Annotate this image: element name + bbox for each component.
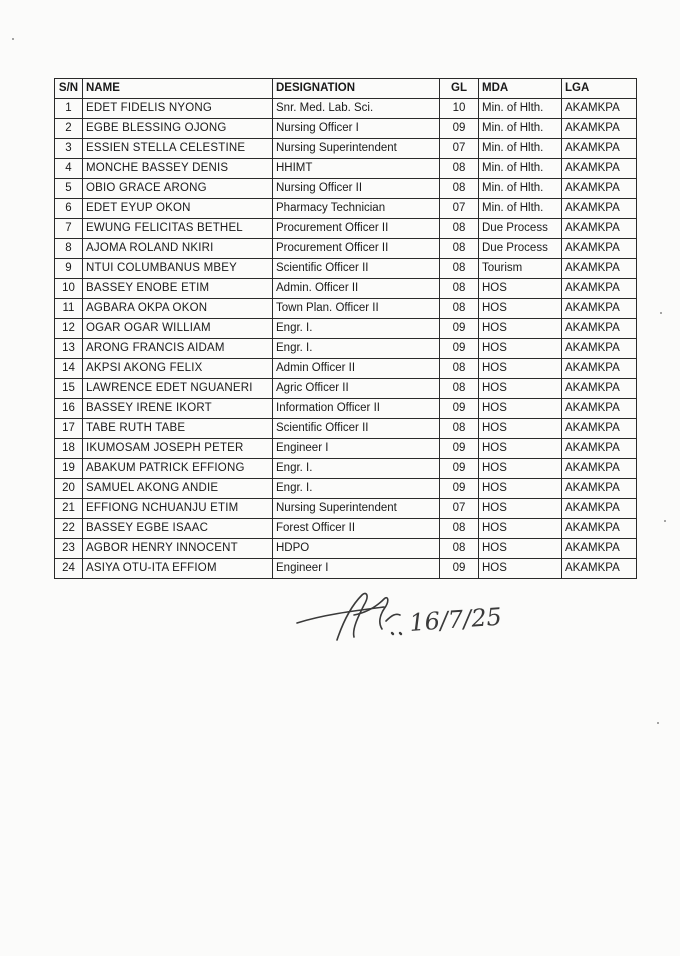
table-row: [55, 159, 637, 179]
cell-mda: HOS: [479, 539, 562, 559]
cell-lga: AKAMKPA: [562, 459, 637, 479]
cell-designation: Scientific Officer II: [273, 259, 440, 279]
cell-mda: HOS: [479, 439, 562, 459]
cell-name: EDET FIDELIS NYONG: [83, 99, 273, 119]
cell-lga: AKAMKPA: [562, 99, 637, 119]
cell-name: SAMUEL AKONG ANDIE: [83, 479, 273, 499]
cell-gl: 08: [440, 259, 479, 279]
table-row: [55, 239, 637, 259]
cell-designation: Engr. I.: [273, 319, 440, 339]
cell-gl: 10: [440, 99, 479, 119]
cell-name: MONCHE BASSEY DENIS: [83, 159, 273, 179]
table-row: [55, 379, 637, 399]
cell-designation: Nursing Officer II: [273, 179, 440, 199]
cell-designation: HDPO: [273, 539, 440, 559]
scan-speck: [660, 312, 662, 314]
handwritten-signature: [292, 585, 522, 655]
table-row: [55, 479, 637, 499]
cell-sn: 14: [55, 359, 83, 379]
cell-gl: 08: [440, 379, 479, 399]
cell-gl: 09: [440, 319, 479, 339]
cell-name: AJOMA ROLAND NKIRI: [83, 239, 273, 259]
cell-sn: 24: [55, 559, 83, 579]
cell-mda: HOS: [479, 339, 562, 359]
table-row: [55, 499, 637, 519]
cell-designation: Procurement Officer II: [273, 239, 440, 259]
cell-sn: 10: [55, 279, 83, 299]
cell-mda: HOS: [479, 399, 562, 419]
cell-designation: Pharmacy Technician: [273, 199, 440, 219]
table-row: [55, 559, 637, 579]
table-row: [55, 399, 637, 419]
cell-sn: 15: [55, 379, 83, 399]
cell-mda: HOS: [479, 459, 562, 479]
cell-mda: HOS: [479, 279, 562, 299]
cell-lga: AKAMKPA: [562, 119, 637, 139]
header-name: NAME: [83, 79, 273, 99]
cell-lga: AKAMKPA: [562, 339, 637, 359]
signature-date: 16/7/25: [408, 602, 503, 637]
cell-mda: Due Process: [479, 239, 562, 259]
cell-lga: AKAMKPA: [562, 219, 637, 239]
cell-mda: Min. of Hlth.: [479, 179, 562, 199]
cell-designation: Scientific Officer II: [273, 419, 440, 439]
cell-lga: AKAMKPA: [562, 319, 637, 339]
cell-mda: Min. of Hlth.: [479, 119, 562, 139]
cell-name: AKPSI AKONG FELIX: [83, 359, 273, 379]
scan-speck: [664, 520, 666, 522]
cell-gl: 07: [440, 499, 479, 519]
cell-sn: 6: [55, 199, 83, 219]
cell-gl: 09: [440, 459, 479, 479]
table-row: [55, 299, 637, 319]
cell-name: EDET EYUP OKON: [83, 199, 273, 219]
cell-gl: 08: [440, 519, 479, 539]
cell-name: ESSIEN STELLA CELESTINE: [83, 139, 273, 159]
cell-lga: AKAMKPA: [562, 519, 637, 539]
cell-name: OGAR OGAR WILLIAM: [83, 319, 273, 339]
cell-lga: AKAMKPA: [562, 479, 637, 499]
cell-mda: Tourism: [479, 259, 562, 279]
cell-mda: Due Process: [479, 219, 562, 239]
cell-gl: 09: [440, 559, 479, 579]
table-body: [55, 99, 637, 579]
cell-lga: AKAMKPA: [562, 139, 637, 159]
cell-name: IKUMOSAM JOSEPH PETER: [83, 439, 273, 459]
cell-lga: AKAMKPA: [562, 539, 637, 559]
cell-name: EGBE BLESSING OJONG: [83, 119, 273, 139]
cell-name: AGBARA OKPA OKON: [83, 299, 273, 319]
header-lga: LGA: [562, 79, 637, 99]
cell-mda: HOS: [479, 299, 562, 319]
cell-mda: Min. of Hlth.: [479, 99, 562, 119]
cell-gl: 08: [440, 219, 479, 239]
cell-designation: Information Officer II: [273, 399, 440, 419]
cell-designation: Nursing Officer I: [273, 119, 440, 139]
header-mda: MDA: [479, 79, 562, 99]
cell-designation: Engr. I.: [273, 459, 440, 479]
cell-gl: 09: [440, 399, 479, 419]
header-gl: GL: [440, 79, 479, 99]
cell-sn: 1: [55, 99, 83, 119]
cell-sn: 17: [55, 419, 83, 439]
cell-gl: 09: [440, 439, 479, 459]
cell-designation: Engineer I: [273, 559, 440, 579]
table-row: [55, 139, 637, 159]
table-row: [55, 339, 637, 359]
cell-gl: 08: [440, 539, 479, 559]
cell-gl: 08: [440, 359, 479, 379]
cell-mda: Min. of Hlth.: [479, 139, 562, 159]
cell-gl: 08: [440, 239, 479, 259]
table-row: [55, 359, 637, 379]
cell-mda: HOS: [479, 319, 562, 339]
cell-sn: 13: [55, 339, 83, 359]
cell-gl: 08: [440, 179, 479, 199]
cell-lga: AKAMKPA: [562, 199, 637, 219]
cell-name: ARONG FRANCIS AIDAM: [83, 339, 273, 359]
cell-name: TABE RUTH TABE: [83, 419, 273, 439]
cell-sn: 16: [55, 399, 83, 419]
table-row: [55, 219, 637, 239]
cell-lga: AKAMKPA: [562, 299, 637, 319]
cell-designation: Nursing Superintendent: [273, 139, 440, 159]
cell-designation: Snr. Med. Lab. Sci.: [273, 99, 440, 119]
table-row: [55, 319, 637, 339]
cell-designation: Agric Officer II: [273, 379, 440, 399]
cell-sn: 3: [55, 139, 83, 159]
cell-designation: Admin. Officer II: [273, 279, 440, 299]
cell-mda: HOS: [479, 379, 562, 399]
cell-mda: HOS: [479, 559, 562, 579]
cell-mda: HOS: [479, 479, 562, 499]
cell-name: NTUI COLUMBANUS MBEY: [83, 259, 273, 279]
cell-gl: 08: [440, 159, 479, 179]
cell-designation: Engr. I.: [273, 339, 440, 359]
table-row: [55, 459, 637, 479]
table-row: [55, 439, 637, 459]
table-header-row: [55, 79, 637, 99]
cell-name: BASSEY IRENE IKORT: [83, 399, 273, 419]
cell-gl: 08: [440, 419, 479, 439]
header-designation: DESIGNATION: [273, 79, 440, 99]
cell-gl: 08: [440, 299, 479, 319]
cell-lga: AKAMKPA: [562, 179, 637, 199]
scan-speck: [12, 38, 14, 40]
cell-lga: AKAMKPA: [562, 259, 637, 279]
cell-sn: 11: [55, 299, 83, 319]
cell-sn: 22: [55, 519, 83, 539]
cell-mda: HOS: [479, 519, 562, 539]
staff-roster-table: [54, 78, 637, 579]
cell-sn: 19: [55, 459, 83, 479]
cell-mda: HOS: [479, 499, 562, 519]
cell-lga: AKAMKPA: [562, 499, 637, 519]
cell-designation: Engr. I.: [273, 479, 440, 499]
cell-name: BASSEY ENOBE ETIM: [83, 279, 273, 299]
cell-sn: 18: [55, 439, 83, 459]
table-row: [55, 259, 637, 279]
cell-name: EFFIONG NCHUANJU ETIM: [83, 499, 273, 519]
cell-lga: AKAMKPA: [562, 279, 637, 299]
cell-name: BASSEY EGBE ISAAC: [83, 519, 273, 539]
cell-gl: 08: [440, 279, 479, 299]
cell-designation: Town Plan. Officer II: [273, 299, 440, 319]
cell-designation: Procurement Officer II: [273, 219, 440, 239]
cell-sn: 5: [55, 179, 83, 199]
cell-name: ASIYA OTU-ITA EFFIOM: [83, 559, 273, 579]
cell-sn: 2: [55, 119, 83, 139]
cell-gl: 09: [440, 339, 479, 359]
table-row: [55, 99, 637, 119]
cell-lga: AKAMKPA: [562, 419, 637, 439]
cell-name: EWUNG FELICITAS BETHEL: [83, 219, 273, 239]
cell-sn: 23: [55, 539, 83, 559]
cell-designation: Engineer I: [273, 439, 440, 459]
table-row: [55, 539, 637, 559]
cell-sn: 7: [55, 219, 83, 239]
cell-gl: 09: [440, 119, 479, 139]
cell-sn: 20: [55, 479, 83, 499]
cell-designation: Nursing Superintendent: [273, 499, 440, 519]
cell-name: AGBOR HENRY INNOCENT: [83, 539, 273, 559]
cell-name: OBIO GRACE ARONG: [83, 179, 273, 199]
cell-sn: 12: [55, 319, 83, 339]
cell-sn: 4: [55, 159, 83, 179]
cell-mda: Min. of Hlth.: [479, 159, 562, 179]
cell-lga: AKAMKPA: [562, 439, 637, 459]
cell-mda: HOS: [479, 359, 562, 379]
scan-speck: [657, 722, 659, 724]
cell-mda: Min. of Hlth.: [479, 199, 562, 219]
table-row: [55, 279, 637, 299]
cell-designation: Admin Officer II: [273, 359, 440, 379]
cell-mda: HOS: [479, 419, 562, 439]
cell-designation: HHIMT: [273, 159, 440, 179]
cell-gl: 07: [440, 139, 479, 159]
cell-sn: 9: [55, 259, 83, 279]
cell-name: ABAKUM PATRICK EFFIONG: [83, 459, 273, 479]
table-row: [55, 419, 637, 439]
cell-gl: 07: [440, 199, 479, 219]
table-row: [55, 179, 637, 199]
table-row: [55, 199, 637, 219]
cell-sn: 8: [55, 239, 83, 259]
cell-designation: Forest Officer II: [273, 519, 440, 539]
cell-lga: AKAMKPA: [562, 399, 637, 419]
cell-lga: AKAMKPA: [562, 379, 637, 399]
cell-lga: AKAMKPA: [562, 559, 637, 579]
cell-lga: AKAMKPA: [562, 239, 637, 259]
table-row: [55, 519, 637, 539]
cell-sn: 21: [55, 499, 83, 519]
cell-gl: 09: [440, 479, 479, 499]
cell-lga: AKAMKPA: [562, 359, 637, 379]
header-sn: S/N: [55, 79, 83, 99]
cell-lga: AKAMKPA: [562, 159, 637, 179]
table-row: [55, 119, 637, 139]
cell-name: LAWRENCE EDET NGUANERI: [83, 379, 273, 399]
